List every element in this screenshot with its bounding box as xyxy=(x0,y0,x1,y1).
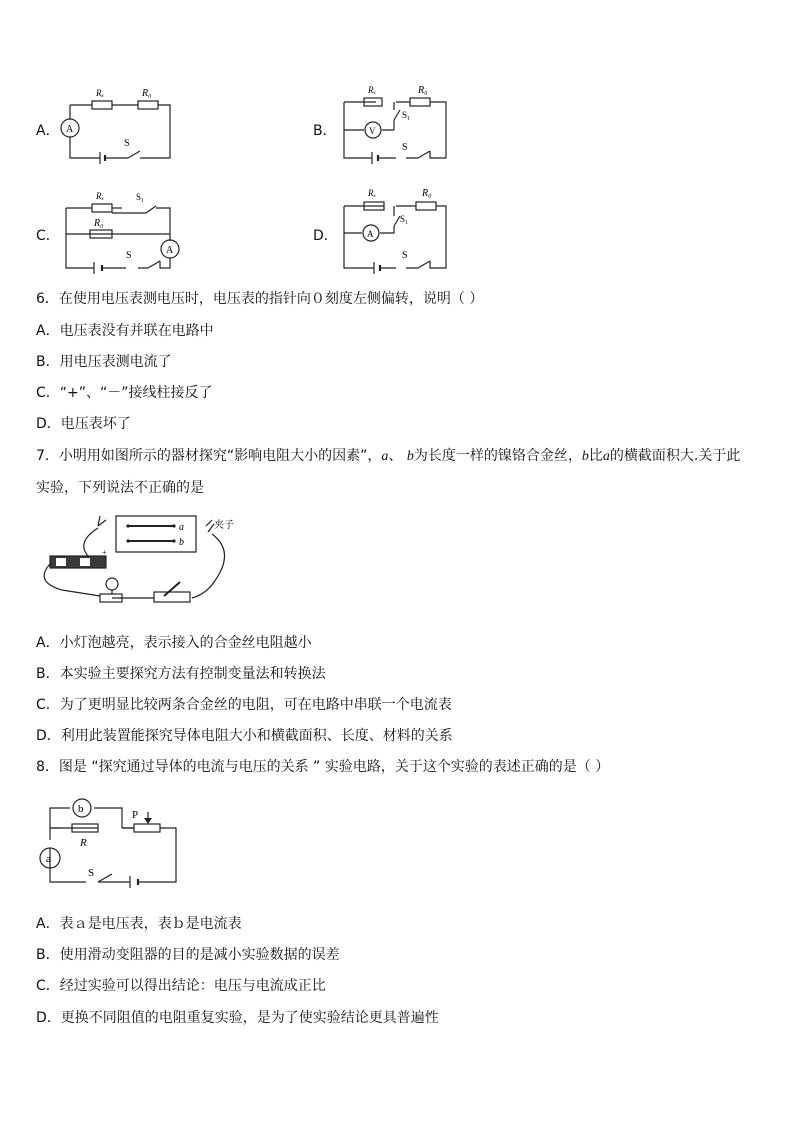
q5-circuit-a xyxy=(60,80,180,165)
wire-board xyxy=(116,516,196,552)
q5-circuit-d xyxy=(338,186,458,276)
q8-circuit-figure xyxy=(38,792,188,892)
r0-label: R₀ xyxy=(422,188,432,199)
resistor-rx xyxy=(92,101,112,109)
q5-option-b-letter: B． xyxy=(313,123,337,139)
r0-label: R₀ xyxy=(142,88,152,99)
q6-option-a: A．电压表没有并联在电路中 xyxy=(36,323,214,339)
q8-option-b: B．使用滑动变阻器的目的是减小实验数据的误差 xyxy=(36,947,340,963)
ammeter-label: A xyxy=(367,229,374,239)
clip-label: 夹子 xyxy=(214,520,234,531)
q7-option-b: B．本实验主要探究方法有控制变量法和转换法 xyxy=(36,666,326,682)
resistor-r0 xyxy=(138,101,158,109)
rx-label: Rₓ xyxy=(368,188,377,198)
switch-s-label: S xyxy=(402,142,408,153)
battery-plus: + xyxy=(102,548,107,557)
wire-b-label: b xyxy=(179,537,184,548)
q5-option-a-letter: A． xyxy=(36,123,60,139)
r0-label: R₀ xyxy=(418,85,428,96)
q7-apparatus-figure xyxy=(36,512,246,612)
q5-circuit-c xyxy=(62,186,187,276)
q7-stem-line1: 7．小明用如图所示的器材探究“影响电阻大小的因素”，a、 b为长度一样的镍铬合金丝，b比a的横截面积大.关于此 xyxy=(36,448,741,464)
q7-option-d: D．利用此装置能探究导体电阻大小和横截面积、长度、材料的关系 xyxy=(36,728,453,744)
q7-option-a: A．小灯泡越亮，表示接入的合金丝电阻越小 xyxy=(36,635,312,651)
rx-label: Rₓ xyxy=(96,88,105,98)
knife-switch xyxy=(154,592,190,602)
q8-option-c: C．经过实验可以得出结论：电压与电流成正比 xyxy=(36,978,326,994)
resistor-r0 xyxy=(410,98,430,106)
switch-s-label: S xyxy=(402,250,408,261)
q5-option-c-letter: C． xyxy=(36,228,60,244)
q6-stem: 6．在使用电压表测电压时，电压表的指针向０刻度左侧偏转，说明（ ） xyxy=(36,291,484,307)
ammeter-label: A xyxy=(166,245,174,256)
q7-option-c: C．为了更明显比较两条合金丝的电阻，可在电路中串联一个电流表 xyxy=(36,697,452,713)
r0-label: R₀ xyxy=(94,218,104,229)
switch-s-label: S xyxy=(88,867,95,879)
q8-option-a: A．表ａ是电压表，表ｂ是电流表 xyxy=(36,916,242,932)
q6-option-c: C．“+”、“－”接线柱接反了 xyxy=(36,385,213,401)
resistor-r-label: R xyxy=(80,837,87,849)
switch-s1-label: S₁ xyxy=(400,214,409,224)
rx-label: Rₓ xyxy=(96,191,105,201)
switch-s-label: S xyxy=(124,138,130,149)
switch-s-label: S xyxy=(126,250,132,261)
switch-s1-label: S₁ xyxy=(402,110,411,120)
bulb-icon xyxy=(106,578,118,590)
q5-circuit-b xyxy=(338,80,458,165)
meter-a-label: a xyxy=(46,853,51,865)
q7-stem-line2: 实验，下列说法不正确的是 xyxy=(36,480,204,496)
meter-b-label: b xyxy=(78,803,84,815)
q8-stem: 8．图是 “探究通过导体的电流与电压的关系 ” 实验电路，关于这个实验的表述正确的是（ ） xyxy=(36,759,610,775)
q5-option-d-letter: D． xyxy=(313,228,338,244)
resistor-r0 xyxy=(416,202,436,210)
resistor-rx xyxy=(92,204,112,212)
slider-p-label: P xyxy=(132,809,139,821)
rx-label: Rₓ xyxy=(368,85,377,95)
rheostat xyxy=(134,824,160,832)
ammeter-label: A xyxy=(66,124,74,135)
wire-a-label: a xyxy=(179,522,184,533)
q6-option-d: D．电压表坏了 xyxy=(36,416,131,432)
q6-option-b: B．用电压表测电流了 xyxy=(36,354,172,370)
switch-s1-label: S₁ xyxy=(136,192,145,202)
voltmeter-label: V xyxy=(369,126,376,136)
q8-option-d: D．更换不同阻值的电阻重复实验，是为了使实验结论更具普遍性 xyxy=(36,1010,439,1026)
